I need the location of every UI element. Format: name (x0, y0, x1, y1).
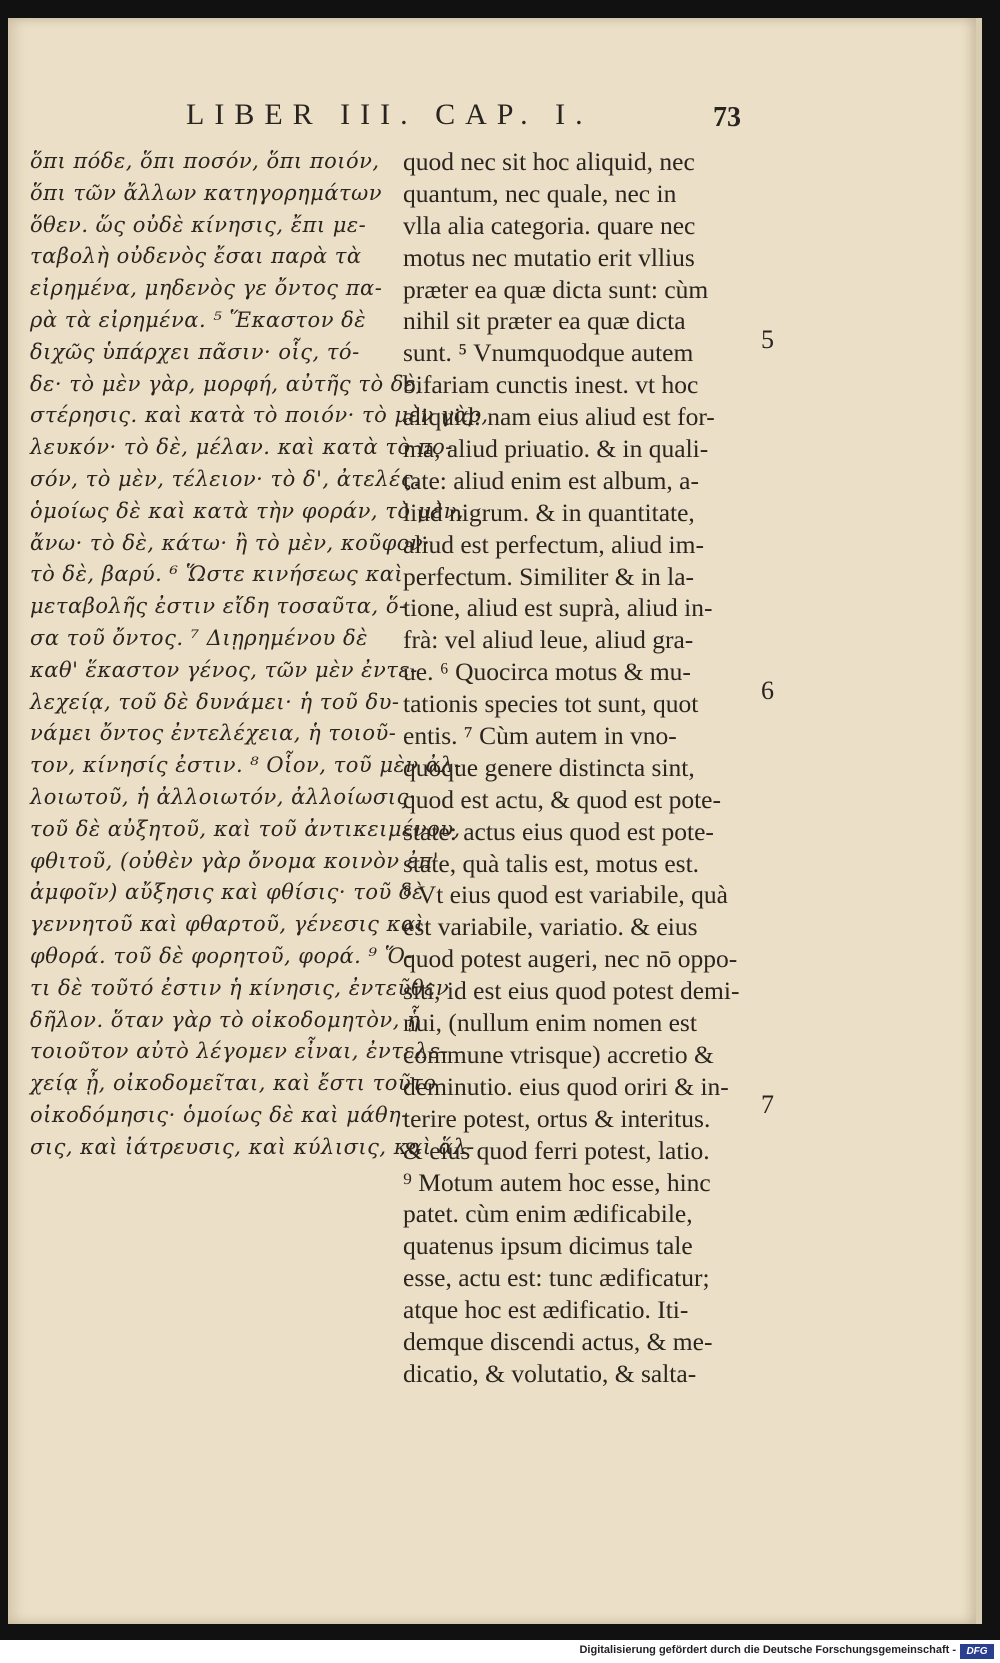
text-line: τι δὲ τοῦτό ἐστιν ἡ κίνησις, ἐντεῦθεν (30, 975, 450, 1000)
text-line: ma, aliud priuatio. & in quali- (403, 434, 709, 464)
text-line: commune vtrisque) accretio & (403, 1039, 714, 1069)
text-line: nui, (nullum enim nomen est (403, 1008, 697, 1038)
text-line: demque discendi actus, & me- (403, 1326, 713, 1356)
running-title: LIBER III. CAP. I. (186, 98, 593, 131)
text-line: atque hoc est ædificatio. Iti- (403, 1295, 689, 1325)
text-line: ὁμοίως δὲ καὶ κατὰ τὴν φοράν, τὸ μὲν, (30, 498, 465, 523)
text-line: καθ' ἕκαστον γένος, τῶν μὲν ἐντε- (30, 657, 418, 682)
text-line: tione, aliud est suprà, aliud in- (403, 593, 713, 623)
text-line: bifariam cunctis inest. vt hoc (403, 370, 699, 400)
margin-number: 5 (761, 325, 774, 354)
text-line: τοῦ δὲ αὐξητοῦ, καὶ τοῦ ἀντικειμένου, (30, 816, 461, 841)
text-line: aliud est perfectum, aliud im- (403, 529, 704, 559)
page-number: 73 (713, 102, 741, 133)
text-line: quod nec sit hoc aliquid, nec (403, 147, 695, 176)
text-line: dicatio, & volutatio, & salta- (403, 1358, 697, 1388)
text-line: τὸ δὲ, βαρύ. ⁶ Ὥστε κινήσεως καὶ (30, 562, 404, 587)
book-page (8, 18, 976, 1624)
text-line: quod potest augeri, nec nō oppo- (403, 944, 738, 974)
text-line: δε· τὸ μὲν γὰρ, μορφή, αὐτῆς τὸ δὲ, (30, 371, 423, 396)
text-line: deminutio. eius quod oriri & in- (403, 1071, 729, 1101)
text-line: ὅπι πόδε, ὅπι ποσόν, ὅπι ποιόν, (30, 149, 380, 173)
text-line: & eius quod ferri potest, latio. (403, 1135, 710, 1165)
text-line: σις, καὶ ἰάτρευσις, καὶ κύλισις, καὶ ἅλ- (30, 1134, 475, 1159)
text-line: ⁸ Vt eius quod est variabile, quà (403, 880, 728, 910)
text-line: ⁹ Motum autem hoc esse, hinc (403, 1167, 711, 1197)
text-line: εἰρημένα, μηδενὸς γε ὄντος πα- (30, 276, 383, 301)
margin-number: 7 (761, 1090, 774, 1119)
text-line: terire potest, ortus & interitus. (403, 1103, 711, 1133)
text-line: στέρησις. καὶ κατὰ τὸ ποιόν· τὸ μὲν γὰρ, (30, 403, 489, 428)
text-line: est variabile, variatio. & eius (403, 912, 698, 942)
text-line: ue. ⁶ Quocirca motus & mu- (403, 657, 691, 687)
text-line: esse, actu est: tunc ædificatur; (403, 1263, 710, 1293)
text-line: χείᾳ ᾖ, οἰκοδομεῖται, καὶ ἔστι τοῦτο (30, 1071, 437, 1096)
text-line: οἰκοδόμησις· ὁμοίως δὲ καὶ μάθη- (30, 1102, 409, 1127)
text-line: δῆλον. ὅταν γὰρ τὸ οἰκοδομητὸν, ᾗ (30, 1007, 421, 1032)
text-line: tationis species tot sunt, quot (403, 689, 699, 719)
text-line: ἄνω· τὸ δὲ, κάτω· ἢ τὸ μὲν, κοῦφον· (30, 530, 431, 555)
text-line: ἀμφοῖν) αὔξησις καὶ φθίσις· τοῦ δὲ (30, 880, 424, 905)
text-line: λευκόν· τὸ δὲ, μέλαν. καὶ κατὰ τὸ πο- (30, 435, 453, 460)
margin-number: 6 (761, 676, 774, 705)
text-line: quatenus ipsum dicimus tale (403, 1231, 693, 1261)
text-line: perfectum. Similiter & in la- (403, 561, 695, 591)
text-line: sunt. ⁵ Vnumquodque autem (403, 338, 694, 368)
text-line: frà: vel aliud leue, aliud gra- (403, 625, 694, 655)
text-line: τοιοῦτον αὐτὸ λέγομεν εἶναι, ἐντελε- (30, 1039, 449, 1064)
text-line: quod est actu, & quod est pote- (403, 784, 721, 814)
text-line: γεννητοῦ καὶ φθαρτοῦ, γένεσις καὶ (30, 912, 425, 937)
digitization-footer (0, 1641, 1000, 1663)
text-line: φθορά. τοῦ δὲ φορητοῦ, φορά. ⁹ Ὅ- (30, 943, 413, 968)
text-line: ρὰ τὰ εἰρημένα. ⁵ Ἕκαστον δὲ (30, 307, 367, 332)
text-line: siti, id est eius quod potest demi- (403, 976, 740, 1006)
text-line: aliquid: nam eius aliud est for- (403, 402, 715, 432)
greek-text-column (30, 146, 489, 1164)
text-line: σόν, τὸ μὲν, τέλειον· τὸ δ', ἀτελές. (30, 466, 421, 491)
footer-credit: Digitalisierung gefördert durch die Deutsche Forschungsgemeinschaft - (579, 1644, 956, 1656)
text-line: λοιωτοῦ, ἡ ἀλλοιωτόν, ἀλλοίωσις· (30, 784, 416, 809)
text-line: ὅθεν. ὥς οὐδὲ κίνησις, ἔπι με- (30, 212, 367, 237)
text-line: τον, κίνησίς ἐστιν. ⁸ Οἷον, τοῦ μὲν ἀλ- (30, 753, 462, 778)
text-line: quoque genere distincta sint, (403, 752, 695, 782)
text-line: nihil sit præter ea quæ dicta (403, 306, 686, 336)
dfg-logo: DFG (960, 1644, 994, 1659)
text-line: φθιτοῦ, (οὐθὲν γὰρ ὄνομα κοινὸν ἐπ' (30, 848, 440, 873)
text-line: præter ea quæ dicta sunt: cùm (403, 274, 709, 304)
text-line: quantum, nec quale, nec in (403, 178, 677, 208)
text-line: patet. cùm enim ædificabile, (403, 1199, 693, 1229)
text-line: entis. ⁷ Cùm autem in vno- (403, 721, 677, 751)
text-line: tate: aliud enim est album, a- (403, 465, 699, 495)
text-line: νάμει ὄντος ἐντελέχεια, ἡ τοιοῦ- (30, 721, 397, 746)
latin-text-column (403, 146, 763, 1390)
text-line: liud nigrum. & in quantitate, (403, 497, 695, 527)
text-line: state, quà talis est, motus est. (403, 848, 700, 878)
running-head (8, 84, 976, 132)
text-line: ταβολὴ οὐδενὸς ἔσαι παρὰ τὰ (30, 244, 362, 269)
text-line: vlla alia categoria. quare nec (403, 210, 696, 240)
text-line: λεχείᾳ, τοῦ δὲ δυνάμει· ἡ τοῦ δυ- (30, 689, 400, 714)
text-line: motus nec mutatio erit vllius (403, 242, 695, 272)
text-line: μεταβολῆς ἐστιν εἴδη τοσαῦτα, ὅ- (30, 594, 407, 619)
text-line: ὅπι τῶν ἄλλων κατηγορημάτων (30, 180, 383, 205)
text-line: διχῶς ὑπάρχει πᾶσιν· οἷς, τό- (30, 339, 360, 364)
text-line: state: actus eius quod est pote- (403, 816, 714, 846)
text-line: σα τοῦ ὄντος. ⁷ Διῃρημένου δὲ (30, 625, 368, 650)
